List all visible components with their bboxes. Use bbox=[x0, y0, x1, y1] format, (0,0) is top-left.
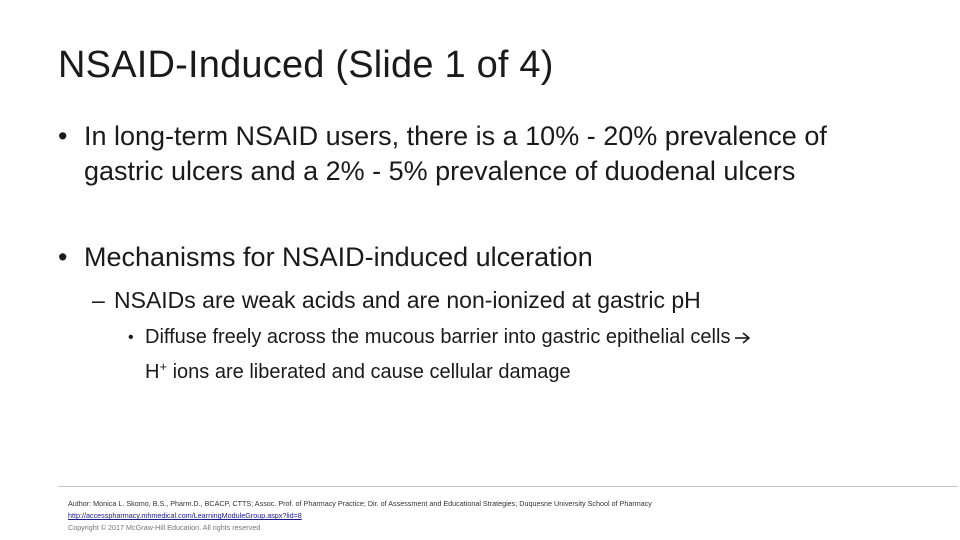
bullet-marker: • bbox=[128, 329, 134, 346]
slide-title: NSAID-Induced (Slide 1 of 4) bbox=[58, 44, 554, 86]
sub-sub-bullet-text bbox=[145, 323, 885, 387]
bullet-marker: • bbox=[58, 242, 68, 272]
bullet-text: Mechanisms for NSAID-induced ulceration bbox=[84, 242, 593, 272]
sub-bullet-weak-acids bbox=[92, 285, 892, 315]
footer bbox=[68, 498, 652, 534]
sub-bullet-text: NSAIDs are weak acids and are non-ionized at gastric pH bbox=[114, 287, 701, 313]
right-arrow-icon bbox=[734, 331, 752, 345]
bullet-marker: • bbox=[58, 121, 68, 151]
footer-author: Author: Monica L. Skomo, B.S., Pharm.D., BCACP, CTTS; Assoc. Prof. of Pharmacy Practice; Dir. of Assessment and Educational Strategies; Duquesne University School of Pharmacy bbox=[68, 499, 652, 508]
liberated-text: ions are liberated and cause cellular damage bbox=[167, 361, 571, 383]
bullet-text: In long-term NSAID users, there is a 10% - 20% prevalence of gastric ulcers and a 2% - 5% prevalence of duodenal ulcers bbox=[84, 121, 827, 186]
footer-copyright: Copyright © 2017 McGraw-Hill Education. All rights reserved bbox=[68, 523, 261, 532]
footer-divider bbox=[58, 486, 958, 487]
diffuse-text: Diffuse freely across the mucous barrier into gastric epithelial cells bbox=[145, 326, 731, 348]
ion-symbol: H bbox=[145, 361, 160, 383]
dash-marker: – bbox=[92, 287, 105, 313]
ion-charge: + bbox=[159, 359, 168, 374]
footer-link[interactable]: http://accesspharmacy.mhmedical.com/LearningModuleGroup.aspx?lid=8 bbox=[68, 511, 302, 520]
